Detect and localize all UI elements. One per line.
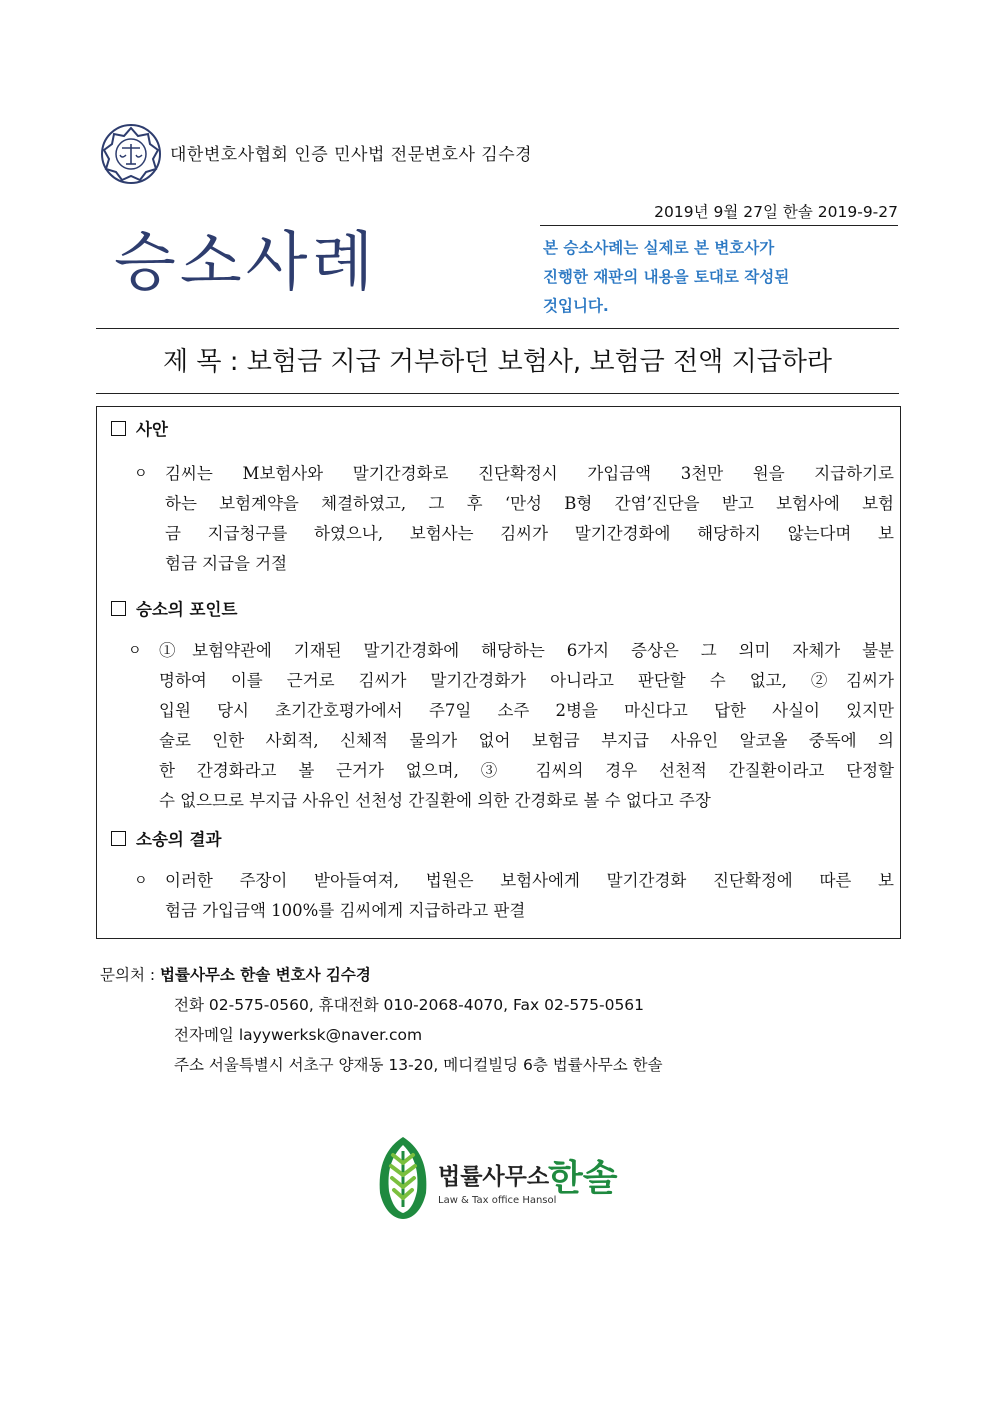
contact-label: 문의처 : (100, 966, 156, 984)
checkbox-square-icon (111, 601, 126, 616)
contact-name: 법률사무소 한솔 변호사 김수경 (160, 966, 371, 984)
paragraph-line: 수 없으므로 부지급 사유인 선천성 간질환에 의한 간경화로 볼 수 없다고 주장 (159, 791, 711, 810)
paragraph-line: 한 간경화라고 볼 근거가 없으며, ③ 김씨의 경우 선천적 간질환이라고 단정할 (159, 761, 894, 780)
bullet-icon: ㅇ (134, 466, 148, 482)
contact-email: 전자메일 layywerksk@naver.com (174, 1026, 423, 1044)
checkbox-square-icon (111, 421, 126, 436)
paragraph-line: 술로 인한 사회적, 신체적 물의가 없어 보험금 부지급 사유인 알코올 중독에 의 (159, 731, 894, 750)
date-line: 2019년 9월 27일 한솔 2019-9-27 (540, 200, 898, 226)
paragraph-line: 험금 가입금액 100%를 김씨에게 지급하라고 판결 (165, 901, 526, 920)
section-heading (111, 597, 237, 623)
paragraph-line: 금 지급청구를 하였으나, 보험사는 김씨가 말기간경화에 해당하지 않는다며 보 (165, 524, 894, 543)
section-heading (111, 827, 221, 853)
paragraph-line: 입원 당시 초기간호평가에서 주7일 소주 2병을 마신다고 답한 사실이 있지만 (159, 701, 894, 720)
pine-leaf-logo-icon (376, 1135, 430, 1221)
notice-text (543, 234, 883, 321)
section-paragraph (134, 459, 894, 579)
contact-name-row (100, 960, 663, 990)
contact-phone: 전화 02-575-0560, 휴대전화 010-2068-4070, Fax 02-575-0561 (174, 996, 645, 1014)
notice-line: 본 승소사례는 실제로 본 변호사가 (543, 239, 775, 257)
logo-subtitle: Law & Tax office Hansol (438, 1195, 557, 1206)
logo-firm-name: 법률사무소 (438, 1164, 550, 1190)
divider (96, 393, 899, 394)
bar-association-seal-icon (100, 123, 162, 185)
paragraph-line: ㅇ ①보험약관에 기재된 말기간경화에 해당하는 6가지 증상은 그 의미 자체가 불분 (128, 636, 894, 666)
paragraph-line: 험금 지급을 거절 (165, 554, 288, 573)
section-heading-text: 승소의 포인트 (136, 600, 238, 619)
bullet-icon: ㅇ (134, 873, 148, 889)
section-heading-text: 사안 (136, 420, 168, 439)
divider (96, 328, 899, 329)
document-title: 승소사례 (114, 226, 378, 300)
section-paragraph (134, 866, 894, 926)
section-heading (111, 417, 168, 443)
association-label: 대한변호사협회 인증 민사법 전문변호사 김수경 (170, 145, 533, 165)
logo-brand-name: 한솔 (548, 1158, 618, 1199)
contact-address: 주소 서울특별시 서초구 양재동 13-20, 메디컬빌딩 6층 법률사무소 한솔 (174, 1056, 663, 1074)
paragraph-line: ㅇ 김씨는 M보험사와 말기간경화로 진단확정시 가입금액 3천만 원을 지급하기로 (134, 459, 894, 489)
paragraph-line: ㅇ 이러한 주장이 받아들여져, 법원은 보험사에게 말기간경화 진단확정에 따른 보 (134, 866, 894, 896)
checkbox-square-icon (111, 831, 126, 846)
section-heading-text: 소송의 결과 (136, 830, 222, 849)
paragraph-line: 명하여 이를 근거로 김씨가 말기간경화가 아니라고 판단할 수 없고, ②김씨가 (159, 671, 894, 690)
subject-line: 제 목 : 보험금 지급 거부하던 보험사, 보험금 전액 지급하라 (162, 347, 833, 377)
notice-line: 것입니다. (543, 297, 609, 315)
paragraph-line: 하는 보험계약을 체결하였고, 그 후 ‘만성 B형 간염’진단을 받고 보험사에 보험 (165, 494, 894, 513)
notice-line: 진행한 재판의 내용을 토대로 작성된 (543, 268, 790, 286)
section-paragraph (128, 636, 894, 816)
bullet-icon: ㅇ (128, 643, 142, 659)
case-summary-box (96, 406, 901, 939)
contact-block (100, 960, 663, 1080)
